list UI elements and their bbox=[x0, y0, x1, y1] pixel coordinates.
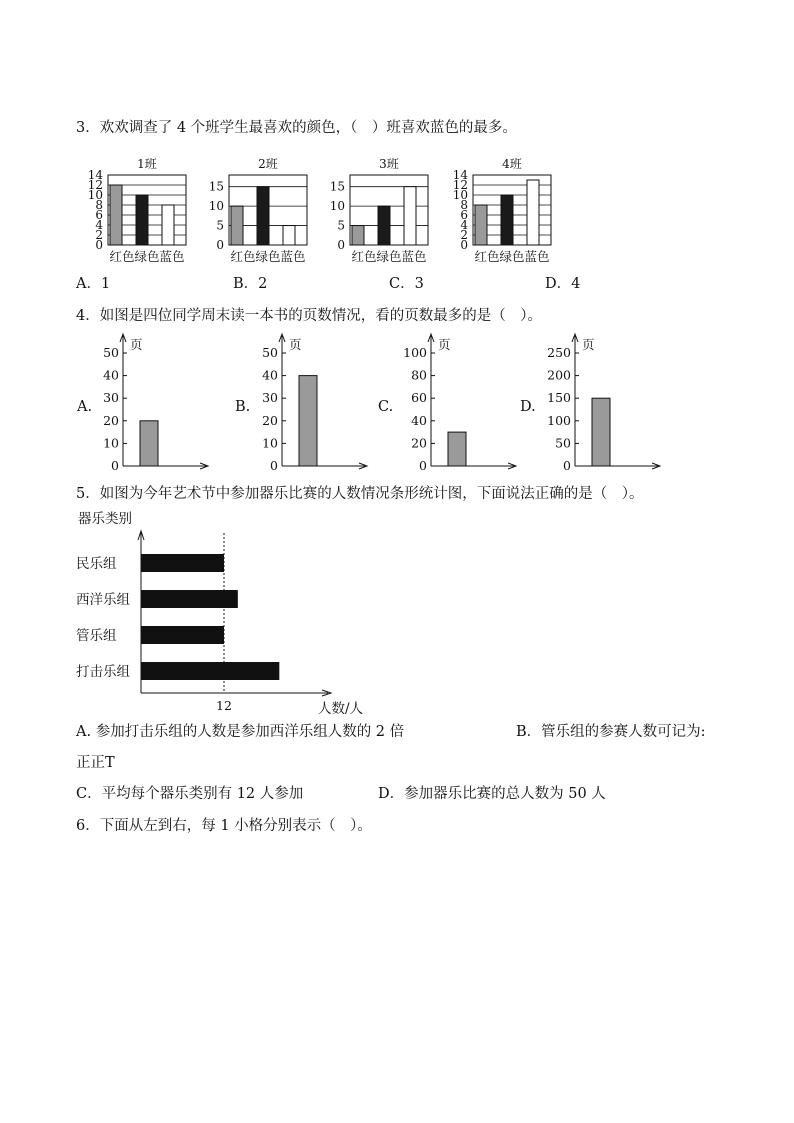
q5-text: 5．如图为今年艺术节中参加器乐比赛的人数情况条形统计图，下面说法正确的是（ ）。 bbox=[76, 486, 644, 502]
page-bar bbox=[299, 376, 317, 466]
y-tick-label: 50 bbox=[555, 435, 571, 451]
category-label: 西洋乐组 bbox=[76, 592, 130, 608]
y-tick-label: 6 bbox=[95, 208, 103, 222]
q3-option-a[interactable]: A．1 bbox=[76, 276, 111, 292]
x-category-labels: 红色绿色蓝色 bbox=[230, 249, 306, 264]
y-tick-label: 30 bbox=[262, 390, 278, 406]
y-tick-label: 6 bbox=[460, 208, 468, 222]
y-tick-label: 5 bbox=[337, 218, 345, 233]
bar-绿色 bbox=[257, 187, 269, 245]
y-tick-label: 40 bbox=[262, 367, 278, 383]
q3-option-c[interactable]: C．3 bbox=[389, 276, 424, 292]
y-tick-label: 5 bbox=[216, 218, 224, 233]
y-tick-label: 20 bbox=[262, 412, 278, 428]
y-tick-label: 40 bbox=[103, 367, 119, 383]
y-tick-label: 50 bbox=[262, 345, 278, 360]
bar-西洋乐组 bbox=[141, 590, 238, 608]
y-tick-label: 20 bbox=[411, 435, 427, 451]
q3-option-d[interactable]: D．4 bbox=[545, 276, 581, 292]
q3-class-charts bbox=[0, 150, 794, 290]
y-tick-label: 0 bbox=[216, 238, 224, 252]
y-tick-label: 12 bbox=[87, 178, 103, 192]
y-tick-label: 0 bbox=[460, 238, 468, 252]
x-tick-label: 12 bbox=[216, 698, 232, 713]
bar-绿色 bbox=[501, 195, 513, 245]
q4-option-letter: A. bbox=[77, 399, 93, 415]
q3-option-b[interactable]: B．2 bbox=[233, 276, 268, 292]
y-tick-label: 40 bbox=[411, 412, 427, 428]
y-tick-label: 15 bbox=[329, 179, 345, 194]
y-tick-label: 50 bbox=[103, 345, 119, 360]
bar-民乐组 bbox=[141, 554, 224, 572]
y-tick-label: 200 bbox=[547, 367, 571, 383]
y-tick-label: 12 bbox=[452, 178, 468, 192]
y-tick-label: 10 bbox=[452, 188, 468, 202]
q3-text: 3．欢欢调查了 4 个班学生最喜欢的颜色，（ ）班喜欢蓝色的最多。 bbox=[76, 120, 517, 136]
page-bar bbox=[592, 398, 610, 466]
y-axis-title: 器乐类别 bbox=[78, 511, 132, 527]
bar-蓝色 bbox=[162, 205, 174, 245]
y-axis-unit: 页 bbox=[438, 337, 451, 352]
bar-蓝色 bbox=[527, 180, 539, 245]
bar-蓝色 bbox=[283, 226, 295, 245]
y-tick-label: 4 bbox=[460, 218, 468, 232]
bar-红色 bbox=[110, 185, 122, 245]
q5-instrument-chart bbox=[0, 505, 794, 715]
y-tick-label: 0 bbox=[111, 458, 119, 473]
q5-option-c[interactable]: C．平均每个器乐类别有 12 人参加 bbox=[76, 786, 304, 802]
y-tick-label: 10 bbox=[87, 188, 103, 202]
x-category-labels: 红色绿色蓝色 bbox=[351, 249, 427, 264]
q5-option-d[interactable]: D．参加器乐比赛的总人数为 50 人 bbox=[378, 786, 606, 802]
chart-title: 3班 bbox=[379, 157, 399, 171]
y-tick-label: 14 bbox=[87, 168, 103, 182]
y-tick-label: 15 bbox=[208, 179, 224, 194]
page-bar bbox=[448, 432, 466, 466]
q6-text: 6．下面从左到右，每 1 小格分别表示（ ）。 bbox=[76, 818, 372, 834]
y-tick-label: 0 bbox=[337, 238, 345, 252]
x-category-labels: 红色绿色蓝色 bbox=[474, 249, 550, 264]
y-tick-label: 150 bbox=[547, 390, 571, 406]
category-label: 民乐组 bbox=[76, 556, 117, 572]
y-tick-label: 100 bbox=[547, 412, 571, 428]
page-bar bbox=[140, 421, 158, 466]
y-tick-label: 0 bbox=[270, 458, 278, 473]
bar-管乐组 bbox=[141, 626, 224, 644]
y-axis-unit: 页 bbox=[130, 337, 143, 352]
bar-绿色 bbox=[136, 195, 148, 245]
bar-红色 bbox=[352, 226, 364, 245]
y-tick-label: 2 bbox=[95, 228, 103, 242]
q5-option-a[interactable]: A. 参加打击乐组的人数是参加西洋乐组人数的 2 倍 bbox=[76, 724, 405, 740]
chart-title: 2班 bbox=[258, 157, 278, 171]
x-axis-title: 人数/人 bbox=[318, 701, 364, 717]
y-axis-unit: 页 bbox=[582, 337, 595, 352]
bar-打击乐组 bbox=[141, 662, 279, 680]
y-tick-label: 10 bbox=[103, 435, 119, 451]
y-tick-label: 20 bbox=[103, 412, 119, 428]
y-tick-label: 60 bbox=[411, 390, 427, 406]
y-tick-label: 4 bbox=[95, 218, 103, 232]
y-tick-label: 10 bbox=[208, 199, 224, 214]
category-label: 打击乐组 bbox=[76, 664, 130, 680]
chart-title: 4班 bbox=[502, 157, 522, 171]
y-tick-label: 80 bbox=[411, 367, 427, 383]
q4-page-charts bbox=[0, 330, 794, 480]
y-tick-label: 30 bbox=[103, 390, 119, 406]
y-tick-label: 8 bbox=[95, 198, 103, 212]
q4-option-letter: C. bbox=[378, 399, 394, 415]
y-tick-label: 0 bbox=[95, 238, 103, 252]
y-tick-label: 14 bbox=[452, 168, 468, 182]
y-tick-label: 100 bbox=[403, 345, 427, 360]
q5-option-b-tally: 正正T bbox=[76, 755, 115, 771]
y-tick-label: 250 bbox=[547, 345, 571, 360]
y-tick-label: 8 bbox=[460, 198, 468, 212]
q4-option-letter: B. bbox=[235, 399, 251, 415]
category-label: 管乐组 bbox=[76, 628, 117, 644]
bar-蓝色 bbox=[404, 187, 416, 245]
y-tick-label: 0 bbox=[563, 458, 571, 473]
y-axis-unit: 页 bbox=[289, 337, 302, 352]
q4-option-letter: D. bbox=[520, 399, 536, 415]
chart-title: 1班 bbox=[137, 157, 157, 171]
bar-红色 bbox=[231, 206, 243, 245]
y-tick-label: 2 bbox=[460, 228, 468, 242]
y-tick-label: 0 bbox=[419, 458, 427, 473]
y-tick-label: 10 bbox=[329, 199, 345, 214]
bar-红色 bbox=[475, 205, 487, 245]
q4-text: 4．如图是四位同学周末读一本书的页数情况，看的页数最多的是（ ）。 bbox=[76, 308, 542, 324]
q5-option-b[interactable]: B．管乐组的参赛人数可记为: bbox=[516, 724, 706, 740]
x-category-labels: 红色绿色蓝色 bbox=[109, 249, 185, 264]
bar-绿色 bbox=[378, 206, 390, 245]
y-tick-label: 10 bbox=[262, 435, 278, 451]
